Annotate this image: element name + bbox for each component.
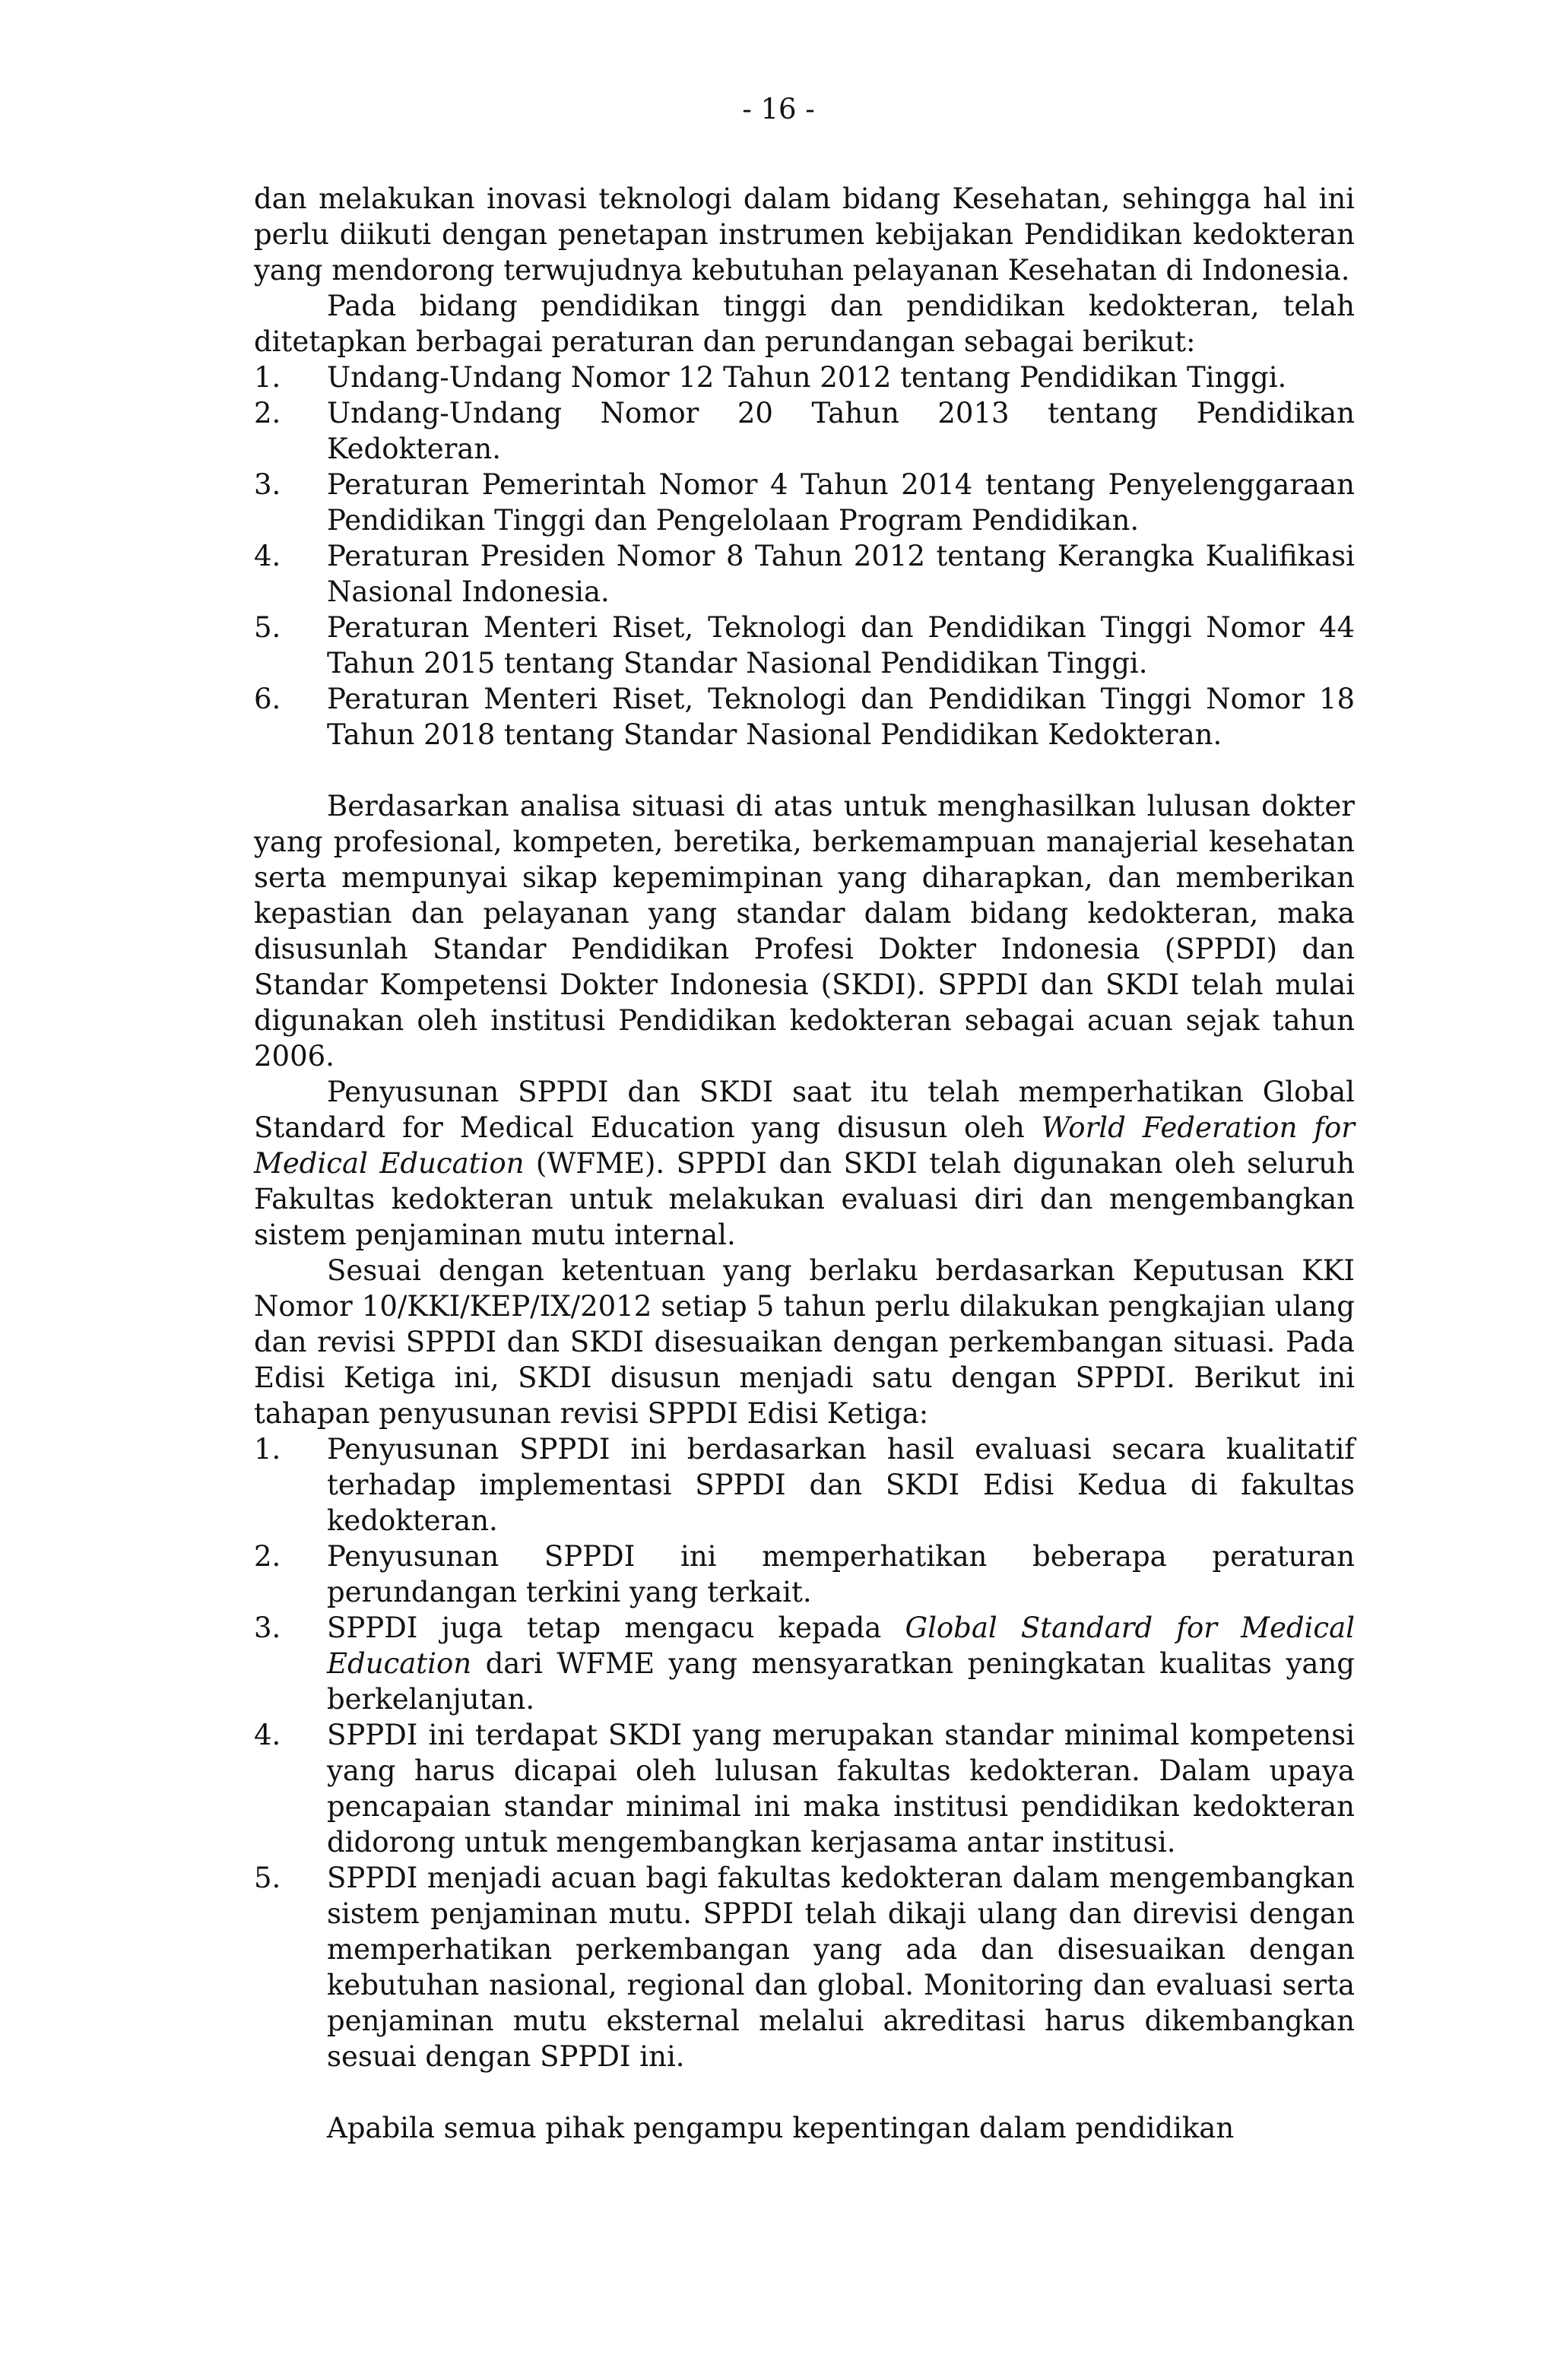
list-item-text: Peraturan Menteri Riset, Teknologi dan Pendidikan Tinggi Nomor 44 Tahun 2015 tentang Standar Nasional Pendidikan Tinggi. <box>327 611 1355 680</box>
list-item-text-end: dari WFME yang mensyaratkan peningkatan kualitas yang berkelanjutan. <box>327 1647 1355 1716</box>
list-item-number: 4. <box>254 540 281 572</box>
list-item-text: Penyusunan SPPDI ini memperhatikan beberapa peraturan perundangan terkini yang terkait. <box>327 1540 1355 1608</box>
list-item-text <box>327 1610 1355 1717</box>
list-item-number: 5. <box>254 1862 281 1894</box>
list-item-text: Penyusunan SPPDI ini berdasarkan hasil evaluasi secara kualitatif terhadap implementasi SPPDI dan SKDI Edisi Kedua di fakultas kedokteran. <box>327 1433 1355 1537</box>
wfme-paragraph <box>254 1074 1355 1253</box>
list-item-number: 2. <box>254 397 281 429</box>
list-item <box>254 610 1355 681</box>
list-item <box>254 681 1355 753</box>
list-item <box>254 1431 1355 1539</box>
list-item <box>254 1717 1355 1860</box>
list-item-number: 1. <box>254 1433 281 1466</box>
list-item-text: SPPDI menjadi acuan bagi fakultas kedokteran dalam mengembangkan sistem penjaminan mutu. SPPDI telah dikaji ulang dan direvisi dengan memperhatikan perkembangan yang ada dan disesuaikan dengan kebutuhan nasional, regional dan global. Monitoring dan evaluasi serta penjaminan mutu eksternal melalui akreditasi harus dikembangkan sesuai dengan SPPDI ini. <box>327 1862 1355 2073</box>
stage-list <box>254 1431 1355 2074</box>
list-item-text: Peraturan Presiden Nomor 8 Tahun 2012 tentang Kerangka Kualifikasi Nasional Indonesia. <box>327 540 1355 608</box>
list-item-number: 3. <box>254 1611 281 1644</box>
list-item <box>254 395 1355 467</box>
list-item-text: Undang-Undang Nomor 20 Tahun 2013 tentang Pendidikan Kedokteran. <box>327 397 1355 465</box>
list-item-text: Undang-Undang Nomor 12 Tahun 2012 tentang Pendidikan Tinggi. <box>327 361 1287 394</box>
list-item <box>254 1860 1355 2074</box>
list-item-number: 2. <box>254 1540 281 1573</box>
list-item-number: 3. <box>254 468 281 501</box>
list-item-number: 1. <box>254 361 281 394</box>
list-item-text: SPPDI ini terdapat SKDI yang merupakan standar minimal kompetensi yang harus dicapai oleh lulusan fakultas kedokteran. Dalam upaya pencapaian standar minimal ini maka institusi pendidikan kedokteran didorong untuk mengembangkan kerjasama antar institusi. <box>327 1719 1355 1859</box>
intro-paragraph-regulations: Pada bidang pendidikan tinggi dan pendidikan kedokteran, telah ditetapkan berbagai peraturan dan perundangan sebagai berikut: <box>254 290 1355 358</box>
standard-title: Global Standard for Medical Education <box>327 1611 1356 1680</box>
wfme-organization-name: World Federation for Medical Education <box>254 1111 1355 1180</box>
regulation-list <box>254 360 1355 753</box>
wfme-paragraph-text-end: (WFME). SPPDI dan SKDI telah digunakan oleh seluruh Fakultas kedokteran untuk melakukan evaluasi diri dan mengembangkan sistem penjaminan mutu internal. <box>254 1147 1355 1251</box>
list-item-number: 4. <box>254 1719 281 1751</box>
wfme-paragraph-text-start: Penyusunan SPPDI dan SKDI saat itu telah memperhatikan Global Standard for Medical Education yang disusun oleh <box>254 1076 1355 1144</box>
list-item <box>254 1610 1355 1717</box>
intro-paragraph-continued: dan melakukan inovasi teknologi dalam bidang Kesehatan, sehingga hal ini perlu diikuti dengan penetapan instrumen kebijakan Pendidikan kedokteran yang mendorong terwujudnya kebutuhan pelayanan Kesehatan di Indonesia. <box>254 182 1355 287</box>
revision-paragraph: Sesuai dengan ketentuan yang berlaku berdasarkan Keputusan KKI Nomor 10/KKI/KEP/IX/2012 setiap 5 tahun perlu dilakukan pengkajian ulang dan revisi SPPDI dan SKDI disesuaikan dengan perkembangan situasi. Pada Edisi Ketiga ini, SKDI disusun menjadi satu dengan SPPDI. Berikut ini tahapan penyusunan revisi SPPDI Edisi Ketiga: <box>254 1254 1355 1430</box>
list-item-text-start: SPPDI juga tetap mengacu kepada <box>327 1611 905 1644</box>
document-body <box>254 181 1355 2146</box>
list-item <box>254 538 1355 610</box>
list-item <box>254 1539 1355 1610</box>
list-item-number: 6. <box>254 683 281 715</box>
analysis-paragraph: Berdasarkan analisa situasi di atas untuk menghasilkan lulusan dokter yang profesional, kompeten, beretika, berkemampuan manajerial kesehatan serta mempunyai sikap kepemimpinan yang diharapkan, dan memberikan kepastian dan pelayanan yang standar dalam bidang kedokteran, maka disusunlah Standar Pendidikan Profesi Dokter Indonesia (SPPDI) dan Standar Kompetensi Dokter Indonesia (SKDI). SPPDI dan SKDI telah mulai digunakan oleh institusi Pendidikan kedokteran sebagai acuan sejak tahun 2006. <box>254 790 1355 1073</box>
list-item-text: Peraturan Menteri Riset, Teknologi dan Pendidikan Tinggi Nomor 18 Tahun 2018 tentang Standar Nasional Pendidikan Kedokteran. <box>327 683 1355 751</box>
page-number: - 16 - <box>742 93 815 125</box>
list-item <box>254 467 1355 538</box>
list-item-text: Peraturan Pemerintah Nomor 4 Tahun 2014 tentang Penyelenggaraan Pendidikan Tinggi dan Pengelolaan Program Pendidikan. <box>327 468 1355 537</box>
list-item <box>254 360 1355 395</box>
list-item-number: 5. <box>254 611 281 644</box>
paragraph-spacer <box>254 2074 1355 2110</box>
paragraph-spacer <box>254 753 1355 788</box>
closing-paragraph: Apabila semua pihak pengampu kepentingan dalam pendidikan <box>327 2112 1235 2144</box>
